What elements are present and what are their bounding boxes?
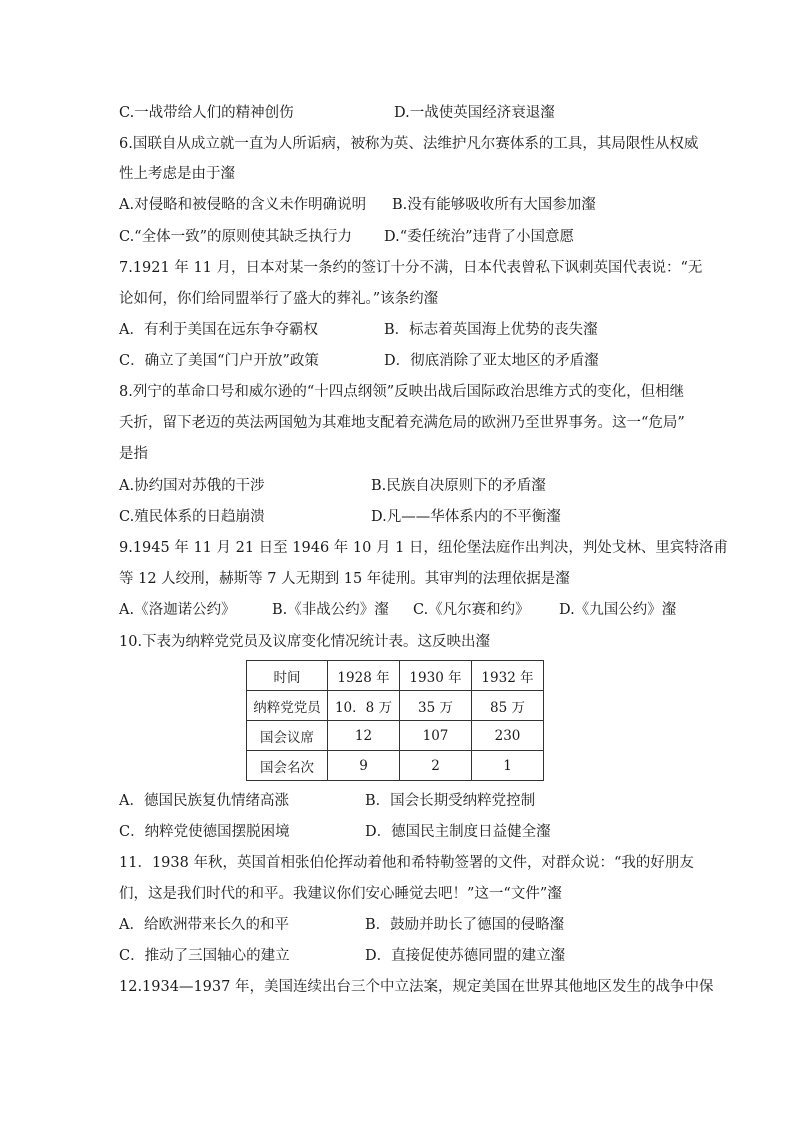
q10-option-a: A．德国民族复仇情绪高涨 [119,793,289,809]
q5-option-c: C.一战带给人们的精神创伤 [119,105,294,121]
table-cell: 纳粹党党员 [247,691,328,721]
q6-option-b: B.没有能够吸收所有大国参加瀣 [392,197,596,213]
q7-stem-line2: 论如何，你们给同盟举行了盛大的葬礼。”该条约瀣 [119,291,439,307]
table-header-cell: 1930 年 [400,661,472,691]
q6-stem-line1: 6.国联自从成立就一直为人所诟病，被称为英、法维护凡尔赛体系的工具，其局限性从权威 [119,136,699,152]
table-header-row [247,661,544,691]
q10-option-c: C．纳粹党使德国摆脱困境 [119,824,290,840]
q8-option-c: C.殖民体系的日趋崩溃 [119,509,265,525]
q6-option-d: D.“委任统治”违背了小国意愿 [384,229,575,245]
q10-option-b: B．国会长期受纳粹党控制 [365,793,536,809]
table-row [247,691,544,721]
table-cell: 35 万 [400,691,472,721]
q9-option-a: A.《洛迦诺公约》 [119,602,236,618]
q9-option-b: B.《非战公约》瀣 [272,602,389,618]
q9-option-c: C.《凡尔赛和约》 [413,602,530,618]
q7-option-b: B．标志着英国海上优势的丧失瀣 [384,322,598,338]
table-cell: 国会议席 [247,721,328,751]
q7-option-d: D．彻底消除了亚太地区的矛盾瀣 [384,353,599,369]
q11-option-a: A．给欧洲带来长久的和平 [119,917,289,933]
q5-option-d: D.一战使英国经济衰退瀣 [394,105,555,121]
q6-stem-line2: 性上考虑是由于瀣 [119,166,235,182]
table-cell: 85 万 [472,691,544,721]
table-row [247,721,544,751]
table-row [247,751,544,781]
table-cell: 1 [472,751,544,781]
q7-option-c: C．确立了美国“门户开放”政策 [119,353,319,369]
table-cell: 107 [400,721,472,751]
q12-stem-line1: 12.1934—1937 年，美国连续出台三个中立法案，规定美国在世界其他地区发生的战争中保 [119,979,714,995]
table-cell: 9 [328,751,400,781]
q7-stem-line1: 7.1921 年 11 月，日本对某一条约的签订十分不满，日本代表曾私下讽刺英国代表说：“无 [119,260,703,276]
q11-option-c: C．推动了三国轴心的建立 [119,948,290,964]
q11-option-b: B．鼓励并助长了德国的侵略瀣 [365,917,565,933]
q11-option-d: D．直接促使苏德同盟的建立瀣 [365,948,566,964]
table-header-cell: 1932 年 [472,661,544,691]
table-cell: 12 [328,721,400,751]
q8-option-a: A.协约国对苏俄的干涉 [119,478,265,494]
q11-stem-line2: 们，这是我们时代的和平。我建议你们安心睡觉去吧！”这一“文件”瀣 [119,886,562,902]
table-cell: 10．8 万 [328,691,400,721]
q8-stem-line1: 8.列宁的革命口号和威尔逊的“十四点纲领”反映出战后国际政治思维方式的变化，但相继 [119,384,685,400]
q8-option-d: D.凡——华体系内的不平衡瀣 [371,509,561,525]
table-cell: 2 [400,751,472,781]
table-cell: 国会名次 [247,751,328,781]
q8-stem-line3: 是指 [119,446,148,462]
table-header-cell: 1928 年 [328,661,400,691]
q10-stem: 10.下表为纳粹党党员及议席变化情况统计表。这反映出瀣 [119,634,491,650]
q6-option-a: A.对侵略和被侵略的含义未作明确说明 [119,197,367,213]
q11-stem-line1: 11．1938 年秋，英国首相张伯伦挥动着他和希特勒签署的文件，对群众说：“我的好朋友 [119,855,694,871]
party-stats-table [246,660,544,781]
q9-stem-line2: 等 12 人绞刑，赫斯等 7 人无期到 15 年徒刑。其审判的法理依据是瀣 [119,571,570,587]
q6-option-c: C.“全体一致”的原则使其缺乏执行力 [119,229,353,245]
q7-option-a: A．有利于美国在远东争夺霸权 [119,322,318,338]
table-header-cell: 时间 [247,661,328,691]
q8-stem-line2: 夭折，留下老迈的英法两国勉为其难地支配着充满危局的欧洲乃至世界事务。这一“危局” [119,415,685,431]
q10-option-d: D．德国民主制度日益健全瀣 [365,824,551,840]
q8-option-b: B.民族自决原则下的矛盾瀣 [371,478,546,494]
q9-stem-line1: 9.1945 年 11 月 21 日至 1946 年 10 月 1 日，纽伦堡法庭作出判决，判处戈林、里宾特洛甫 [119,540,728,556]
q9-option-d: D.《九国公约》瀣 [559,602,677,618]
table-cell: 230 [472,721,544,751]
